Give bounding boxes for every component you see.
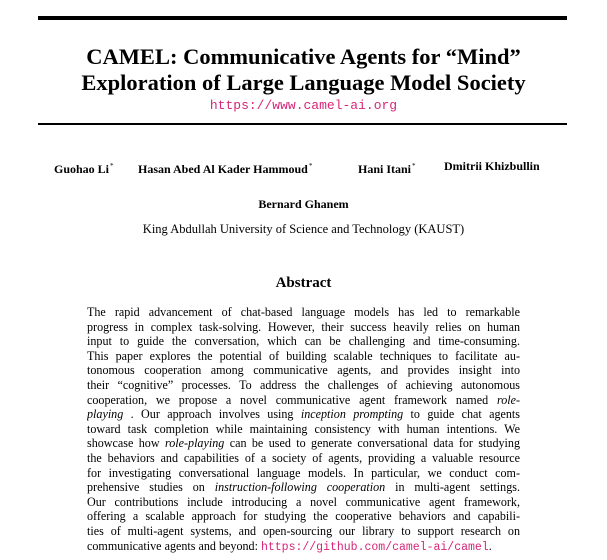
paper-title (0, 44, 607, 96)
author-name: Dmitrii Khizbullin (444, 159, 540, 173)
abstract-emphasis: playing (87, 407, 124, 422)
abstract-line: for investigating conversational language models. In particular, we conduct com- (87, 465, 520, 480)
abstract-emphasis: role-playing (164, 436, 225, 451)
abstract-heading: Abstract (275, 275, 332, 291)
abstract-line (87, 539, 520, 554)
abstract-line (87, 480, 520, 495)
abstract-line: progress in complex task-solving. However, their success heavily relies on human (87, 319, 520, 334)
abstract-text: cooperation, we propose a novel communicative agent framework named (87, 392, 497, 407)
abstract-line (87, 407, 520, 422)
abstract-text: communicative agents and beyond: (87, 538, 261, 553)
abstract-line: Our contributions include introducing a novel communicative agent framework, (87, 494, 520, 509)
author-name: Guohao Li (54, 162, 110, 176)
paper-title-line-2: Exploration of Large Language Model Society (81, 70, 526, 95)
author-name: Hani Itani (358, 162, 412, 176)
equal-contribution-mark: * (110, 162, 114, 170)
abstract-line: their “cognitive” processes. To address the challenges of achieving autonomous (87, 377, 520, 392)
author-guohao-li (54, 158, 114, 177)
author-bernard-ghanem: Bernard Ghanem (258, 197, 349, 211)
equal-contribution-mark: * (308, 162, 313, 170)
abstract-line: toward task completion while maintaining consistency with human intentions. We (87, 421, 520, 436)
top-rule (38, 16, 567, 20)
affiliation: King Abdullah University of Science and Technology (KAUST) (142, 222, 465, 236)
abstract-text: . Our approach involves using (123, 407, 301, 422)
abstract-emphasis: instruction-following cooperation (214, 480, 386, 495)
abstract-text: . (488, 538, 492, 553)
paper-title-line-1: CAMEL: Communicative Agents for “Mind” (86, 44, 521, 69)
abstract-line: offering a scalable approach for studying the cooperative behaviors and capabili- (87, 509, 520, 524)
abstract-line: input to guide the conversation, which can be challenging and time-consuming. (87, 334, 520, 349)
abstract-line: This paper explores the potential of building scalable techniques to facilitate au- (87, 348, 520, 363)
project-url-link[interactable]: https://www.camel-ai.org (209, 98, 398, 113)
abstract-line: tonomous cooperation among communicative agents, and provides insight into (87, 363, 520, 378)
bottom-rule (38, 123, 567, 125)
author-dmitrii-khizbullin (444, 158, 540, 174)
abstract-text: can be used to generate conversational data for studying (224, 436, 520, 451)
abstract-line: The rapid advancement of chat-based language models has led to remarkable (87, 305, 520, 319)
abstract-emphasis: inception prompting (300, 407, 404, 422)
abstract-body (87, 305, 520, 553)
equal-contribution-mark: * (412, 162, 416, 170)
abstract-line: the behaviors and capabilities of a society of agents, providing a valuable resource (87, 450, 520, 465)
abstract-text: prehensive studies on (87, 480, 215, 495)
abstract-line: ties of multi-agent systems, and open-sourcing our library to support research on (87, 523, 520, 538)
abstract-emphasis: role- (496, 392, 520, 407)
abstract-text: to guide chat agents (403, 407, 520, 422)
author-hani-itani (358, 158, 416, 177)
abstract-line (87, 393, 520, 408)
abstract-text: showcase how (87, 436, 165, 451)
author-hasan-hammoud (138, 158, 312, 177)
abstract-text: in multi-agent settings. (385, 480, 520, 495)
author-name: Hasan Abed Al Kader Hammoud (138, 162, 308, 176)
github-repo-link[interactable]: https://github.com/camel-ai/camel (260, 540, 489, 554)
abstract-line (87, 436, 520, 451)
